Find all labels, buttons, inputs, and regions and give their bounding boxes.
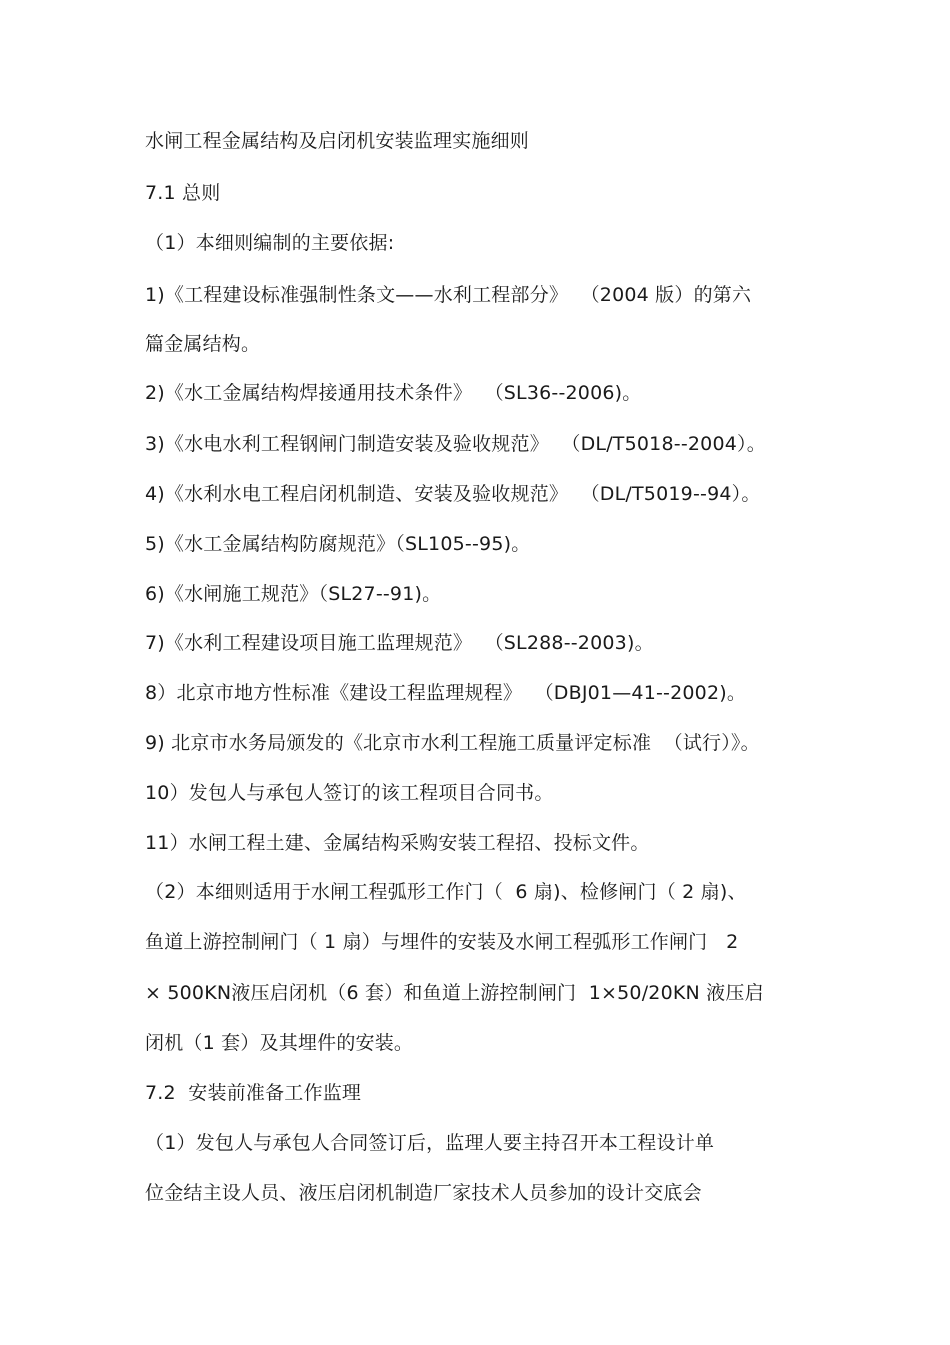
list-item: 4)《水利水电工程启闭机制造、安装及验收规范》 （DL/T5019--94）。 — [145, 483, 761, 505]
list-item: 10）发包人与承包人签订的该工程项目合同书。 — [145, 782, 554, 804]
list-item: 6)《水闸施工规范》（SL27--91)。 — [145, 583, 442, 605]
list-item-continuation: 篇金属结构。 — [145, 333, 261, 355]
paragraph-line: （2）本细则适用于水闸工程弧形工作门（ 6 扇)、检修闸门（ 2 扇)、 — [145, 881, 747, 903]
list-item: 7)《水利工程建设项目施工监理规范》 （SL288--2003)。 — [145, 632, 654, 654]
list-item: 2)《水工金属结构焊接通用技术条件》 （SL36--2006)。 — [145, 382, 642, 404]
list-item: 1)《工程建设标准强制性条文——水利工程部分》 （2004 版）的第六 — [145, 284, 752, 306]
paragraph-line: × 500KN液压启闭机（6 套）和鱼道上游控制闸门 1×50/20KN 液压启 — [145, 982, 764, 1004]
paragraph-line: 鱼道上游控制闸门（ 1 扇）与埋件的安装及水闸工程弧形工作闸门 2 — [145, 931, 739, 953]
section-heading: 7.1 总则 — [145, 182, 221, 204]
section-heading: 7.2 安装前准备工作监理 — [145, 1082, 362, 1104]
paragraph-line: 闭机（1 套）及其埋件的安装。 — [145, 1032, 414, 1054]
list-item: 11）水闸工程土建、金属结构采购安装工程招、投标文件。 — [145, 832, 650, 854]
list-item: 5)《水工金属结构防腐规范》（SL105--95)。 — [145, 533, 531, 555]
paragraph-line: （1）发包人与承包人合同签订后，监理人要主持召开本工程设计单 — [145, 1132, 715, 1154]
document-title: 水闸工程金属结构及启闭机安装监理实施细则 — [145, 130, 530, 152]
list-item: 8）北京市地方性标准《建设工程监理规程》 （DBJ01—41--2002)。 — [145, 682, 747, 704]
list-item: 9) 北京市水务局颁发的《北京市水利工程施工质量评定标准 （试行）》。 — [145, 732, 760, 754]
list-item: 3)《水电水利工程钢闸门制造安装及验收规范》 （DL/T5018--2004）。 — [145, 433, 766, 455]
paragraph-line: 位金结主设人员、液压启闭机制造厂家技术人员参加的设计交底会 — [145, 1182, 702, 1204]
subsection-heading: （1）本细则编制的主要依据: — [145, 232, 395, 254]
